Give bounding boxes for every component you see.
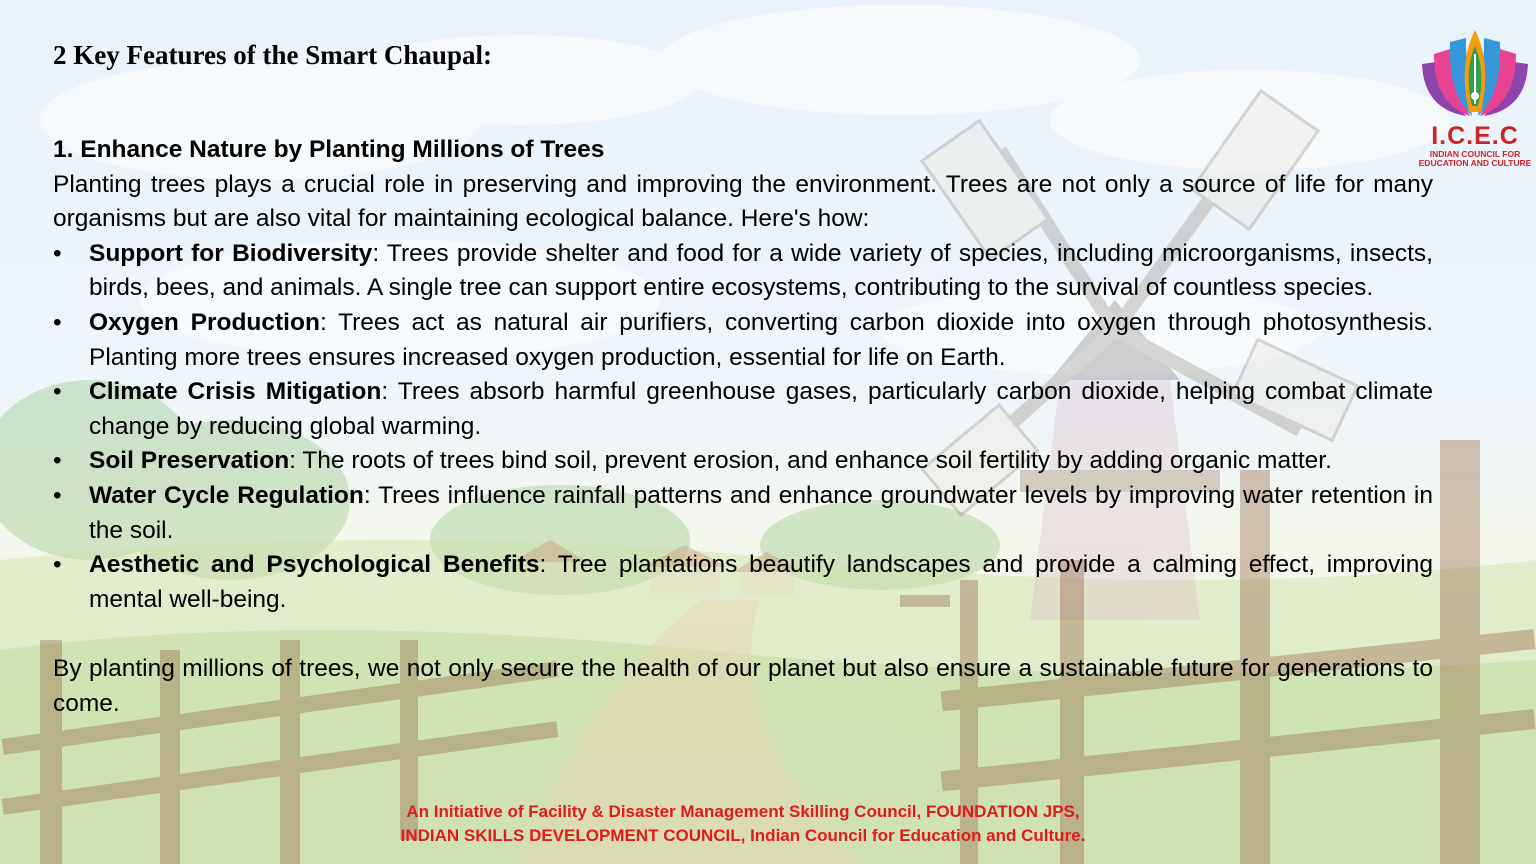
bullet-text: : Trees absorb harmful greenhouse gases, particularly carbon dioxide, helping combat climate change by reducing global warming.: [89, 378, 1433, 440]
bullet-term: Aesthetic and Psychological Benefits: [89, 551, 540, 579]
bullet-text: : The roots of trees bind soil, prevent erosion, and enhance soil fertility by adding organic matter.: [289, 447, 1332, 475]
bullet-text: : Trees influence rainfall patterns and enhance groundwater levels by improving water retention in the soil.: [89, 481, 1433, 544]
list-item-soil: [53, 444, 1433, 479]
conclusion-paragraph: By planting millions of trees, we not only secure the health of our planet but also ensure a sustainable future for generations to come.: [53, 654, 1433, 717]
bullet-icon: •: [53, 378, 62, 406]
list-item-oxygen: [53, 306, 1433, 375]
slide-body: [53, 133, 1433, 721]
bullet-text: : Trees provide shelter and food for a wide variety of species, including microorganisms, insects, birds, bees, and animals. A single tree can support entire ecosystems, contributing to the survival of countless species.: [89, 239, 1433, 302]
bullet-term: Oxygen Production: [89, 308, 320, 336]
bullet-icon: •: [53, 551, 62, 579]
bullet-text: : Trees act as natural air purifiers, converting carbon dioxide into oxygen through photosynthesis. Planting more trees ensures increased oxygen production, essential for life on Earth.: [89, 308, 1434, 371]
slide-title: 2 Key Features of the Smart Chaupal:: [53, 40, 492, 70]
logo-name: I.C.E.C: [1431, 122, 1519, 150]
intro-paragraph: Planting trees plays a crucial role in preserving and improving the environment. Trees are not only a source of life for many organisms but are also vital for maintaining ecological balance. Here's how:: [53, 170, 1433, 233]
bullet-text: : Tree plantations beautify landscapes and provide a calming effect, improving mental well-being.: [89, 551, 1434, 613]
bullet-term: Water Cycle Regulation: [89, 481, 364, 509]
bullet-icon: •: [53, 481, 62, 509]
list-item-biodiversity: [53, 237, 1433, 306]
bullet-icon: •: [53, 308, 62, 336]
list-item-aesthetic: [53, 548, 1433, 617]
list-item-water: [53, 479, 1433, 548]
logo-subtitle-line1: INDIAN COUNCIL FOR: [1429, 149, 1521, 159]
bullet-icon: •: [53, 447, 62, 475]
bullet-term: Support for Biodiversity: [89, 239, 373, 267]
logo-subtitle-line2: EDUCATION AND CULTURE: [1418, 158, 1532, 168]
section-heading: 1. Enhance Nature by Planting Millions of Trees: [53, 136, 605, 163]
list-item-climate: [53, 375, 1433, 444]
footer-line-2: INDIAN SKILLS DEVELOPMENT COUNCIL, Indian Council for Education and Culture.: [400, 826, 1086, 845]
lotus-emblem-icon: [1414, 24, 1536, 124]
bullet-term: Soil Preservation: [89, 447, 290, 475]
benefits-list: [53, 237, 1433, 618]
footer-credits: [0, 800, 1486, 848]
bullet-icon: •: [53, 239, 62, 267]
bullet-term: Climate Crisis Mitigation: [89, 378, 382, 406]
footer-line-1: An Initiative of Facility & Disaster Management Skilling Council, FOUNDATION JPS,: [406, 802, 1080, 821]
